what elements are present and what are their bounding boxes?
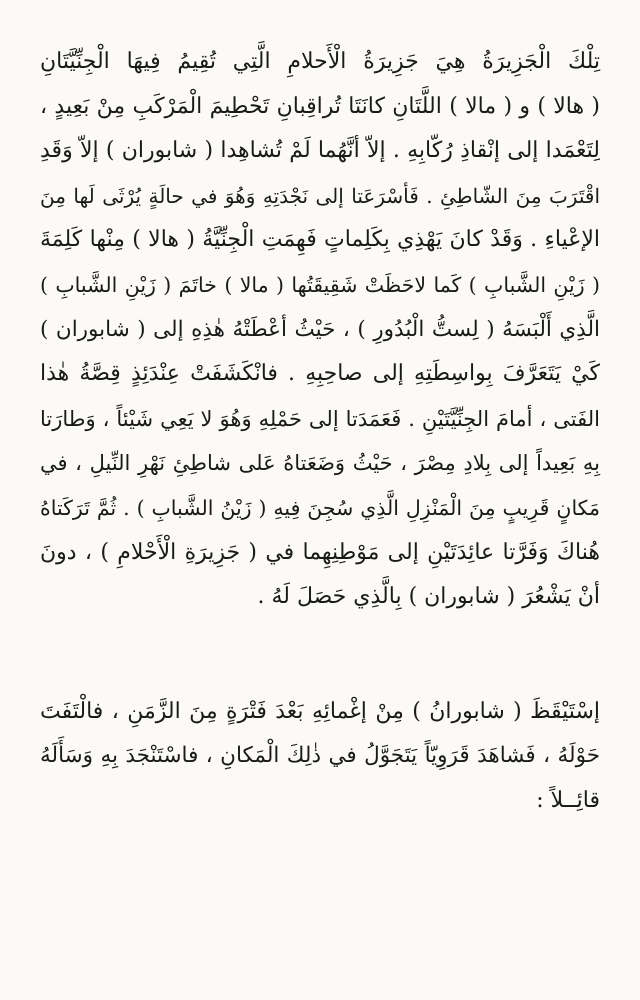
text-line: قائِــلاً : [536, 787, 600, 813]
text-line: الإعْياءِ . وَقَدْ كانَ يَهْذِي بِكَلِماتٍ فَهِمَتِ الْجِنِّيَّةُ ( هالا ) مِنْها كَلِمَةَ [40, 227, 600, 253]
text-line: هُناكَ وَفَرَّتا عائِدَتَيْنِ إلى مَوْطِنِهِما في ( جَزِيرَةِ الْأَحْلامِ ) ، دونَ [40, 539, 600, 565]
text-line: اقْتَرَبَ مِنَ الشّاطِئِ . فَأسْرَعَتا إلى نَجْدَتِهِ وَهُوَ في حالَةٍ يُرْثَى لَها مِنَ [40, 183, 600, 208]
text-line: ( زَيْنِ الشَّبابِ ) كَما لاحَظَتْ شَقِيقَتُها ( مالا ) خاتَمَ ( زَيْنِ الشَّبابِ ) [40, 272, 600, 297]
text-line: كَيْ يَتَعَرَّفَ بِواسِطَتِهِ إلى صاحِبِهِ . فانْكَشَفَتْ عِنْدَئِذٍ قِصَّةُ هٰذا [40, 361, 600, 387]
paragraph-1 [40, 40, 600, 620]
text-line: مَكانٍ قَرِيبٍ مِنَ الْمَنْزِلِ الَّذِي سُجِنَ فِيهِ ( زَيْنُ الشَّبابِ ) . ثُمَّ تَرَكَتاهُ [40, 495, 600, 520]
text-line: ( هالا ) و ( مالا ) اللَّتَانِ كانَتَا تُراقِبانِ تَحْطِيمَ الْمَرْكَبِ مِنْ بَعِيدٍ ، [40, 93, 600, 119]
text-line: تِلْكَ الْجَزِيرَةُ هِيَ جَزِيرَةُ الْأَحلامِ الَّتِي تُقِيمُ فِيهَا الْجِنِّيَّتَانِ [40, 49, 600, 74]
text-line: بِهِ بَعِيداً إلى بِلادِ مِصْرَ ، حَيْثُ وَضَعَتاهُ عَلى شاطِئِ نَهْرِ النِّيلِ ، في [40, 451, 600, 476]
text-line: أنْ يَشْعُرَ ( شابوران ) بِالَّذِي حَصَلَ لَهُ . [257, 584, 600, 610]
text-line: الفَتى ، أمامَ الجِنِّيَّتَيْنِ . فَعَمَدَتا إلى حَمْلِهِ وَهُوَ لا يَعِي شَيْئاً ، وَطارَتا [40, 406, 600, 431]
text-line: لِتَعْمَدا إلى إنْقاذِ رُكّابِهِ . إلاّ أنَّهُما لَمْ تُشاهِدا ( شابوران ) إلاّ وَقَدِ [40, 138, 600, 164]
paragraph-gap [40, 620, 600, 690]
paragraph-2 [40, 690, 600, 824]
text-line: إسْتَيْقَظَ ( شابورانُ ) مِنْ إغْمائِهِ بَعْدَ فَتْرَةٍ مِنَ الزَّمَنِ ، فالْتَفَتَ [40, 698, 600, 724]
text-line: الَّذِي أَلْبَسَهُ ( لِستُّ الْبُدُورِ ) ، حَيْثُ أعْطَتْهُ هٰذِهِ إلى ( شابوران ) [40, 316, 600, 342]
text-line: حَوْلَهُ ، فَشاهَدَ قَرَوِيّاً يَتَجَوَّلُ في ذٰلِكَ الْمَكانِ ، فاسْتَنْجَدَ بِهِ وَسَأَلَهُ [40, 743, 600, 769]
